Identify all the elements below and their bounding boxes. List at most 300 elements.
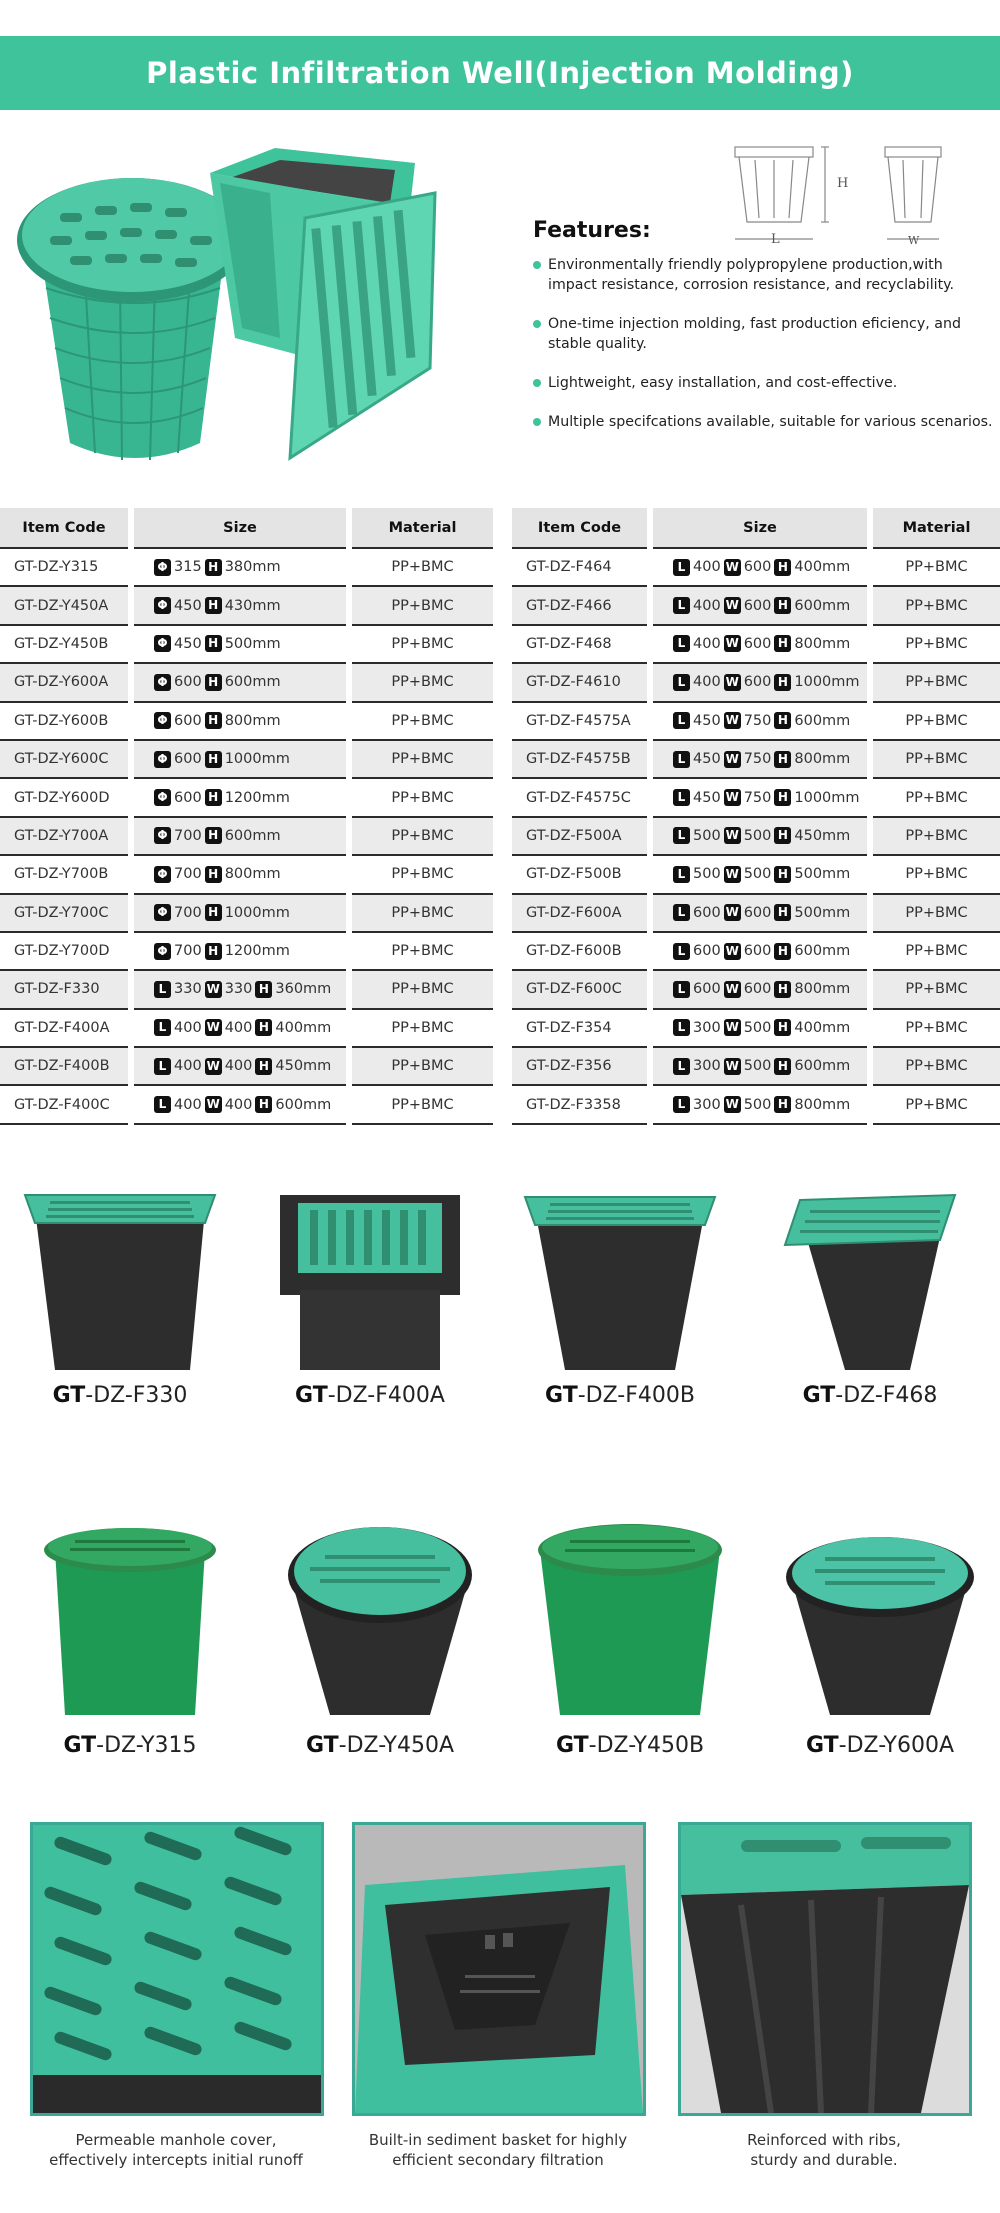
- size-value: 600: [693, 981, 721, 998]
- size-value: 600: [174, 712, 202, 729]
- size-symbol: H: [774, 789, 791, 806]
- width-dim-label: W: [908, 234, 920, 247]
- size-symbol: H: [774, 827, 791, 844]
- product-card[interactable]: [270, 1515, 490, 1758]
- round-well-image: [780, 1515, 980, 1725]
- page-title: Plastic Infiltration Well(Injection Molding): [146, 56, 854, 90]
- product-card[interactable]: [510, 1185, 730, 1408]
- size-symbol: Φ: [154, 789, 171, 806]
- size-symbol: W: [725, 598, 739, 613]
- size-symbol: H: [205, 751, 222, 768]
- size-value: 500: [743, 827, 772, 844]
- size-cell: [134, 1048, 346, 1086]
- size-symbol: W: [206, 981, 220, 996]
- size-value: 600mm: [794, 943, 851, 960]
- size-symbol: H: [255, 1096, 272, 1113]
- size-cell: [134, 818, 346, 856]
- material-cell: PP+BMC: [352, 895, 493, 933]
- size-value: 330: [224, 981, 253, 998]
- size-symbol: W: [725, 943, 739, 958]
- size-value: 400mm: [794, 1019, 851, 1036]
- size-cell: [134, 549, 346, 587]
- product-card[interactable]: [520, 1515, 740, 1758]
- size-symbol: H: [205, 904, 222, 921]
- size-symbol: W: [725, 905, 739, 920]
- size-value: 430mm: [224, 597, 281, 614]
- table-row: [0, 818, 493, 856]
- size-value: 400: [224, 1058, 253, 1075]
- round-well-image: [30, 1515, 230, 1725]
- material-cell: PP+BMC: [873, 1048, 1000, 1086]
- size-cell: [653, 626, 867, 664]
- size-value: 330: [174, 981, 202, 998]
- size-value: 400: [693, 635, 721, 652]
- size-symbol: L: [673, 1058, 690, 1075]
- size-symbol: H: [255, 1058, 272, 1075]
- item-code-cell: GT-DZ-F4575B: [512, 741, 647, 779]
- size-cell: [653, 971, 867, 1009]
- feature-item: One-time injection molding, fast production eficiency, and stable quality.: [533, 314, 993, 354]
- size-value: 600: [174, 789, 202, 806]
- size-cell: [653, 664, 867, 702]
- size-symbol: W: [725, 636, 739, 651]
- col-header-item-code: Item Code: [0, 508, 128, 549]
- table-row: [0, 587, 493, 625]
- size-symbol: H: [205, 559, 222, 576]
- size-symbol: W: [725, 713, 739, 728]
- size-cell: [134, 779, 346, 817]
- item-code-cell: GT-DZ-F600B: [512, 933, 647, 971]
- size-symbol: H: [774, 751, 791, 768]
- size-cell: [653, 1048, 867, 1086]
- size-value: 500: [743, 866, 772, 883]
- size-value: 400: [224, 1019, 253, 1036]
- table-row: [512, 703, 1000, 741]
- material-cell: PP+BMC: [352, 549, 493, 587]
- product-label: GT-DZ-F400A: [295, 1383, 445, 1408]
- size-value: 800mm: [794, 635, 851, 652]
- size-value: 750: [743, 751, 772, 768]
- size-value: 380mm: [224, 559, 281, 576]
- item-code-cell: GT-DZ-F356: [512, 1048, 647, 1086]
- detail-image-ribs: [678, 1822, 972, 2116]
- item-code-cell: GT-DZ-F4610: [512, 664, 647, 702]
- size-value: 1200mm: [224, 943, 290, 960]
- size-symbol: L: [154, 1058, 171, 1075]
- size-value: 450: [693, 712, 721, 729]
- size-symbol: H: [205, 943, 222, 960]
- item-code-cell: GT-DZ-F464: [512, 549, 647, 587]
- size-symbol: Φ: [154, 751, 171, 768]
- table-row: [512, 971, 1000, 1009]
- size-value: 700: [174, 904, 202, 921]
- size-symbol: L: [673, 674, 690, 691]
- size-symbol: Φ: [154, 674, 171, 691]
- size-symbol: W: [725, 1020, 739, 1035]
- material-cell: PP+BMC: [352, 779, 493, 817]
- item-code-cell: GT-DZ-F600C: [512, 971, 647, 1009]
- col-header-material: Material: [352, 508, 493, 549]
- product-label: GT-DZ-F468: [802, 1383, 938, 1408]
- size-value: 300: [693, 1019, 721, 1036]
- size-value: 600: [743, 635, 772, 652]
- size-symbol: L: [673, 751, 690, 768]
- size-value: 800mm: [794, 1096, 851, 1113]
- size-value: 400: [693, 559, 721, 576]
- size-value: 450: [693, 789, 721, 806]
- item-code-cell: GT-DZ-F4575C: [512, 779, 647, 817]
- size-symbol: W: [725, 751, 739, 766]
- table-row: [0, 779, 493, 817]
- item-code-cell: GT-DZ-Y700C: [0, 895, 128, 933]
- item-code-cell: GT-DZ-F400C: [0, 1086, 128, 1124]
- size-value: 600: [743, 943, 772, 960]
- material-cell: PP+BMC: [352, 664, 493, 702]
- size-symbol: Φ: [154, 827, 171, 844]
- bullet-icon: [533, 418, 541, 426]
- square-well-image: [20, 1185, 220, 1375]
- item-code-cell: GT-DZ-Y600B: [0, 703, 128, 741]
- material-cell: PP+BMC: [873, 856, 1000, 894]
- col-header-item-code: Item Code: [512, 508, 647, 549]
- size-value: 750: [743, 712, 772, 729]
- features-heading: Features:: [533, 218, 651, 243]
- product-label: GT-DZ-Y315: [63, 1733, 197, 1758]
- size-value: 400mm: [794, 559, 851, 576]
- size-value: 400: [693, 674, 721, 691]
- table-row: [0, 895, 493, 933]
- size-symbol: W: [725, 981, 739, 996]
- item-code-cell: GT-DZ-Y600A: [0, 664, 128, 702]
- table-row: [0, 856, 493, 894]
- table-row: [512, 779, 1000, 817]
- size-symbol: H: [774, 866, 791, 883]
- product-card[interactable]: [20, 1515, 240, 1758]
- length-dim-label: L: [771, 232, 780, 247]
- size-value: 600mm: [275, 1096, 332, 1113]
- size-symbol: H: [205, 789, 222, 806]
- table-row: [0, 626, 493, 664]
- size-value: 360mm: [275, 981, 332, 998]
- detail-caption: Built-in sediment basket for highly efficient secondary filtration: [368, 2131, 628, 2169]
- size-value: 400: [174, 1058, 202, 1075]
- size-value: 500: [693, 827, 721, 844]
- item-code-cell: GT-DZ-F4575A: [512, 703, 647, 741]
- table-row: [512, 933, 1000, 971]
- table-row: [0, 703, 493, 741]
- size-value: 600: [693, 943, 721, 960]
- size-value: 500: [743, 1058, 772, 1075]
- size-cell: [653, 741, 867, 779]
- size-value: 400mm: [275, 1019, 332, 1036]
- material-cell: PP+BMC: [352, 1048, 493, 1086]
- size-symbol: H: [205, 597, 222, 614]
- size-symbol: L: [673, 1019, 690, 1036]
- size-symbol: W: [725, 674, 739, 689]
- features-list: [533, 255, 993, 432]
- size-symbol: Φ: [154, 635, 171, 652]
- size-cell: [653, 549, 867, 587]
- size-symbol: L: [673, 559, 690, 576]
- size-symbol: H: [205, 827, 222, 844]
- product-card[interactable]: [260, 1185, 480, 1408]
- item-code-cell: GT-DZ-F466: [512, 587, 647, 625]
- product-card[interactable]: [770, 1515, 990, 1758]
- item-code-cell: GT-DZ-F330: [0, 971, 128, 1009]
- size-symbol: L: [673, 943, 690, 960]
- size-symbol: H: [774, 712, 791, 729]
- size-cell: [653, 587, 867, 625]
- size-symbol: H: [774, 597, 791, 614]
- item-code-cell: GT-DZ-F600A: [512, 895, 647, 933]
- size-symbol: L: [673, 635, 690, 652]
- col-header-material: Material: [873, 508, 1000, 549]
- size-symbol: L: [154, 1019, 171, 1036]
- size-value: 1000mm: [224, 751, 290, 768]
- size-symbol: L: [673, 712, 690, 729]
- table-row: [512, 1086, 1000, 1124]
- ribs-closeup-image: [681, 1825, 969, 2113]
- feature-item: Lightweight, easy installation, and cost-effective.: [533, 373, 993, 393]
- size-symbol: L: [673, 866, 690, 883]
- size-cell: [134, 626, 346, 664]
- material-cell: PP+BMC: [873, 779, 1000, 817]
- size-value: 700: [174, 866, 202, 883]
- size-value: 600mm: [794, 597, 851, 614]
- size-value: 600mm: [224, 827, 281, 844]
- size-value: 600: [693, 904, 721, 921]
- size-cell: [653, 1086, 867, 1124]
- material-cell: PP+BMC: [873, 933, 1000, 971]
- size-cell: [134, 587, 346, 625]
- size-symbol: Φ: [154, 559, 171, 576]
- table-row: [0, 664, 493, 702]
- size-value: 400: [174, 1096, 202, 1113]
- item-code-cell: GT-DZ-F400A: [0, 1010, 128, 1048]
- size-value: 600mm: [224, 674, 281, 691]
- table-row: [512, 818, 1000, 856]
- size-symbol: W: [725, 1097, 739, 1112]
- size-value: 400: [693, 597, 721, 614]
- size-symbol: L: [673, 827, 690, 844]
- size-value: 300: [693, 1058, 721, 1075]
- square-well-image: [770, 1185, 970, 1375]
- size-symbol: H: [205, 674, 222, 691]
- size-cell: [653, 895, 867, 933]
- table-row: [512, 1048, 1000, 1086]
- col-header-size: Size: [653, 508, 867, 549]
- item-code-cell: GT-DZ-F3358: [512, 1086, 647, 1124]
- material-cell: PP+BMC: [873, 703, 1000, 741]
- size-value: 450: [174, 597, 202, 614]
- size-symbol: H: [205, 712, 222, 729]
- table-row: [512, 856, 1000, 894]
- size-value: 600mm: [794, 1058, 851, 1075]
- size-value: 600: [743, 981, 772, 998]
- item-code-cell: GT-DZ-Y600C: [0, 741, 128, 779]
- material-cell: PP+BMC: [352, 856, 493, 894]
- size-value: 750: [743, 789, 772, 806]
- item-code-cell: GT-DZ-Y450A: [0, 587, 128, 625]
- table-row: [512, 664, 1000, 702]
- table-row: [512, 549, 1000, 587]
- hero-product-image: [10, 148, 515, 488]
- table-row: [0, 1010, 493, 1048]
- product-label: GT-DZ-Y450B: [555, 1733, 705, 1758]
- size-value: 600: [174, 674, 202, 691]
- material-cell: PP+BMC: [873, 626, 1000, 664]
- product-card[interactable]: [760, 1185, 980, 1408]
- size-value: 450mm: [794, 827, 851, 844]
- table-row: [0, 971, 493, 1009]
- size-value: 450: [174, 635, 202, 652]
- size-value: 400: [174, 1019, 202, 1036]
- size-cell: [134, 971, 346, 1009]
- size-value: 1000mm: [794, 674, 860, 691]
- material-cell: PP+BMC: [873, 1010, 1000, 1048]
- size-symbol: W: [206, 1020, 220, 1035]
- material-cell: PP+BMC: [873, 587, 1000, 625]
- size-value: 600: [174, 751, 202, 768]
- size-cell: [653, 703, 867, 741]
- features-section: [533, 218, 993, 451]
- size-symbol: H: [774, 981, 791, 998]
- size-value: 400: [224, 1096, 253, 1113]
- size-symbol: L: [673, 904, 690, 921]
- size-symbol: H: [774, 674, 791, 691]
- round-well-image: [530, 1515, 730, 1725]
- detail-caption: Reinforced with ribs, sturdy and durable.: [747, 2131, 901, 2169]
- size-cell: [653, 933, 867, 971]
- size-value: 600: [743, 559, 772, 576]
- product-label: GT-DZ-Y600A: [805, 1733, 955, 1758]
- size-symbol: H: [255, 981, 272, 998]
- cover-closeup-image: [33, 1825, 321, 2113]
- size-cell: [653, 1010, 867, 1048]
- size-value: 600: [743, 597, 772, 614]
- size-value: 315: [174, 559, 202, 576]
- item-code-cell: GT-DZ-F500B: [512, 856, 647, 894]
- size-value: 800mm: [224, 866, 281, 883]
- col-header-size: Size: [134, 508, 346, 549]
- material-cell: PP+BMC: [352, 933, 493, 971]
- size-symbol: L: [154, 981, 171, 998]
- size-value: 500mm: [794, 904, 851, 921]
- size-symbol: W: [725, 790, 739, 805]
- page-banner: [0, 36, 1000, 110]
- item-code-cell: GT-DZ-Y700D: [0, 933, 128, 971]
- size-value: 500: [743, 1019, 772, 1036]
- size-cell: [134, 741, 346, 779]
- material-cell: PP+BMC: [873, 818, 1000, 856]
- material-cell: PP+BMC: [352, 818, 493, 856]
- size-cell: [134, 895, 346, 933]
- material-cell: PP+BMC: [352, 971, 493, 1009]
- size-cell: [134, 856, 346, 894]
- product-card[interactable]: [10, 1185, 230, 1408]
- size-value: 300: [693, 1096, 721, 1113]
- material-cell: PP+BMC: [352, 626, 493, 664]
- material-cell: PP+BMC: [873, 971, 1000, 1009]
- size-symbol: W: [725, 828, 739, 843]
- detail-card: [678, 1822, 970, 2170]
- material-cell: PP+BMC: [352, 587, 493, 625]
- size-symbol: L: [673, 597, 690, 614]
- size-symbol: Φ: [154, 712, 171, 729]
- size-cell: [134, 1086, 346, 1124]
- round-well-image: [280, 1515, 480, 1725]
- size-value: 500: [743, 1096, 772, 1113]
- material-cell: PP+BMC: [352, 1010, 493, 1048]
- size-symbol: H: [774, 943, 791, 960]
- size-symbol: L: [673, 789, 690, 806]
- size-value: 600: [743, 904, 772, 921]
- size-value: 700: [174, 827, 202, 844]
- size-symbol: H: [774, 904, 791, 921]
- size-symbol: H: [205, 866, 222, 883]
- size-symbol: Φ: [154, 904, 171, 921]
- size-symbol: H: [205, 635, 222, 652]
- size-cell: [134, 933, 346, 971]
- table-row: [512, 895, 1000, 933]
- item-code-cell: GT-DZ-F468: [512, 626, 647, 664]
- product-label: GT-DZ-F400B: [545, 1383, 695, 1408]
- bullet-icon: [533, 379, 541, 387]
- bullet-icon: [533, 261, 541, 269]
- square-well-image: [520, 1185, 720, 1375]
- material-cell: PP+BMC: [352, 741, 493, 779]
- size-value: 600mm: [794, 712, 851, 729]
- size-symbol: Φ: [154, 943, 171, 960]
- size-symbol: L: [673, 981, 690, 998]
- size-symbol: L: [673, 1096, 690, 1113]
- size-value: 1000mm: [224, 904, 290, 921]
- item-code-cell: GT-DZ-Y600D: [0, 779, 128, 817]
- table-row: [0, 1048, 493, 1086]
- item-code-cell: GT-DZ-Y450B: [0, 626, 128, 664]
- table-row: [0, 1086, 493, 1124]
- table-row: [0, 549, 493, 587]
- size-cell: [653, 818, 867, 856]
- size-symbol: Φ: [154, 866, 171, 883]
- size-cell: [134, 703, 346, 741]
- size-cell: [653, 856, 867, 894]
- size-value: 600: [743, 674, 772, 691]
- item-code-cell: GT-DZ-Y315: [0, 549, 128, 587]
- feature-item: Environmentally friendly polypropylene production,with impact resistance, corrosion resistance, and recyclability.: [533, 255, 993, 295]
- size-cell: [134, 1010, 346, 1048]
- item-code-cell: GT-DZ-Y700B: [0, 856, 128, 894]
- size-symbol: L: [154, 1096, 171, 1113]
- size-value: 450: [693, 751, 721, 768]
- square-well-image: [270, 1185, 470, 1375]
- size-value: 500mm: [794, 866, 851, 883]
- table-row: [0, 741, 493, 779]
- size-symbol: W: [206, 1097, 220, 1112]
- size-symbol: W: [725, 1058, 739, 1073]
- detail-card: [30, 1822, 322, 2170]
- size-value: 800mm: [224, 712, 281, 729]
- table-row: [512, 626, 1000, 664]
- material-cell: PP+BMC: [873, 1086, 1000, 1124]
- detail-card: [352, 1822, 644, 2170]
- product-label: GT-DZ-F330: [52, 1383, 188, 1408]
- size-symbol: H: [774, 1019, 791, 1036]
- size-value: 1200mm: [224, 789, 290, 806]
- item-code-cell: GT-DZ-F400B: [0, 1048, 128, 1086]
- size-value: 1000mm: [794, 789, 860, 806]
- product-label: GT-DZ-Y450A: [305, 1733, 455, 1758]
